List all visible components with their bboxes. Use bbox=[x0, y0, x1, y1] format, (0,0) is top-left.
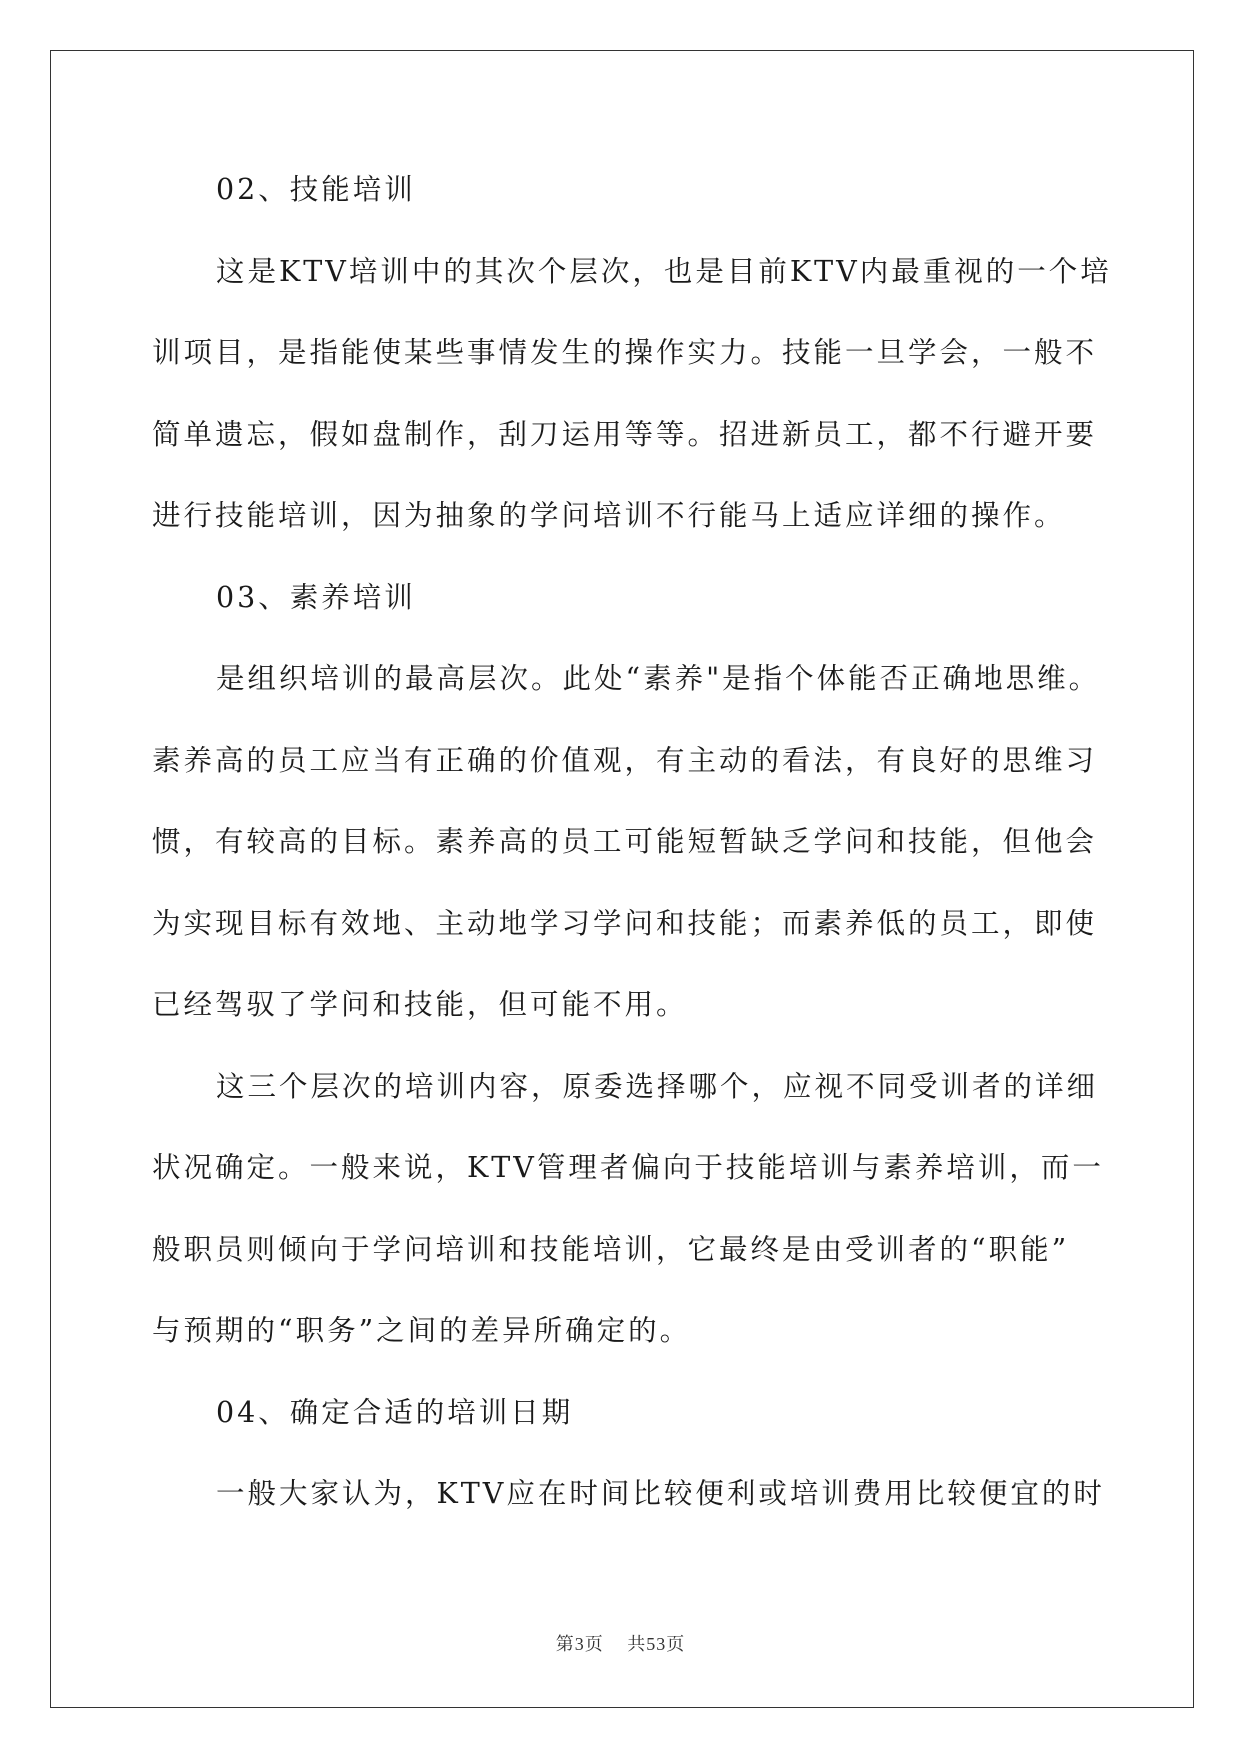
paragraph-line: 一般大家认为，KTV应在时间比较便利或培训费用比较便宜的时 bbox=[216, 1477, 1105, 1510]
paragraph-line: 02、技能培训 bbox=[216, 173, 416, 206]
page-number: 第3页 bbox=[555, 1634, 604, 1654]
paragraph-line: 这是KTV培训中的其次个层次，也是目前KTV内最重视的一个培 bbox=[216, 254, 1112, 288]
paragraph-line: 惯，有较高的目标。素养高的员工可能短暂缺乏学问和技能，但他会 bbox=[152, 825, 1098, 858]
paragraph-line: 03、素养培训 bbox=[216, 580, 416, 614]
paragraph-line: 状况确定。一般来说，KTV管理者偏向于技能培训与素养培训，而一 bbox=[152, 1151, 1104, 1184]
paragraph-line: 训项目，是指能使某些事情发生的操作实力。技能一旦学会，一般不 bbox=[152, 336, 1098, 369]
paragraph-line: 素养高的员工应当有正确的价值观，有主动的看法，有良好的思维习 bbox=[152, 743, 1098, 777]
paragraph-line: 为实现目标有效地、主动地学习学问和技能；而素养低的员工，即使 bbox=[152, 906, 1098, 940]
paragraph-line: 04、确定合适的培训日期 bbox=[216, 1395, 574, 1429]
paragraph-line: 般职员则倾向于学问培训和技能培训，它最终是由受训者的“职能” bbox=[152, 1232, 1070, 1266]
paragraph-line: 简单遗忘，假如盘制作，刮刀运用等等。招进新员工，都不行避开要 bbox=[152, 417, 1098, 451]
page-total: 共53页 bbox=[627, 1634, 686, 1654]
page-footer bbox=[0, 1630, 1241, 1656]
paragraph-line: 是组织培训的最高层次。此处“素养"是指个体能否正确地思维。 bbox=[216, 662, 1101, 695]
paragraph-line: 已经驾驭了学问和技能，但可能不用。 bbox=[152, 988, 688, 1021]
paragraph-line: 这三个层次的培训内容，原委选择哪个，应视不同受训者的详细 bbox=[216, 1069, 1099, 1103]
paragraph-line: 进行技能培训，因为抽象的学问培训不行能马上适应详细的操作。 bbox=[152, 499, 1066, 532]
document-body bbox=[152, 158, 1112, 1544]
paragraph-line: 与预期的“职务”之间的差异所确定的。 bbox=[152, 1314, 692, 1347]
